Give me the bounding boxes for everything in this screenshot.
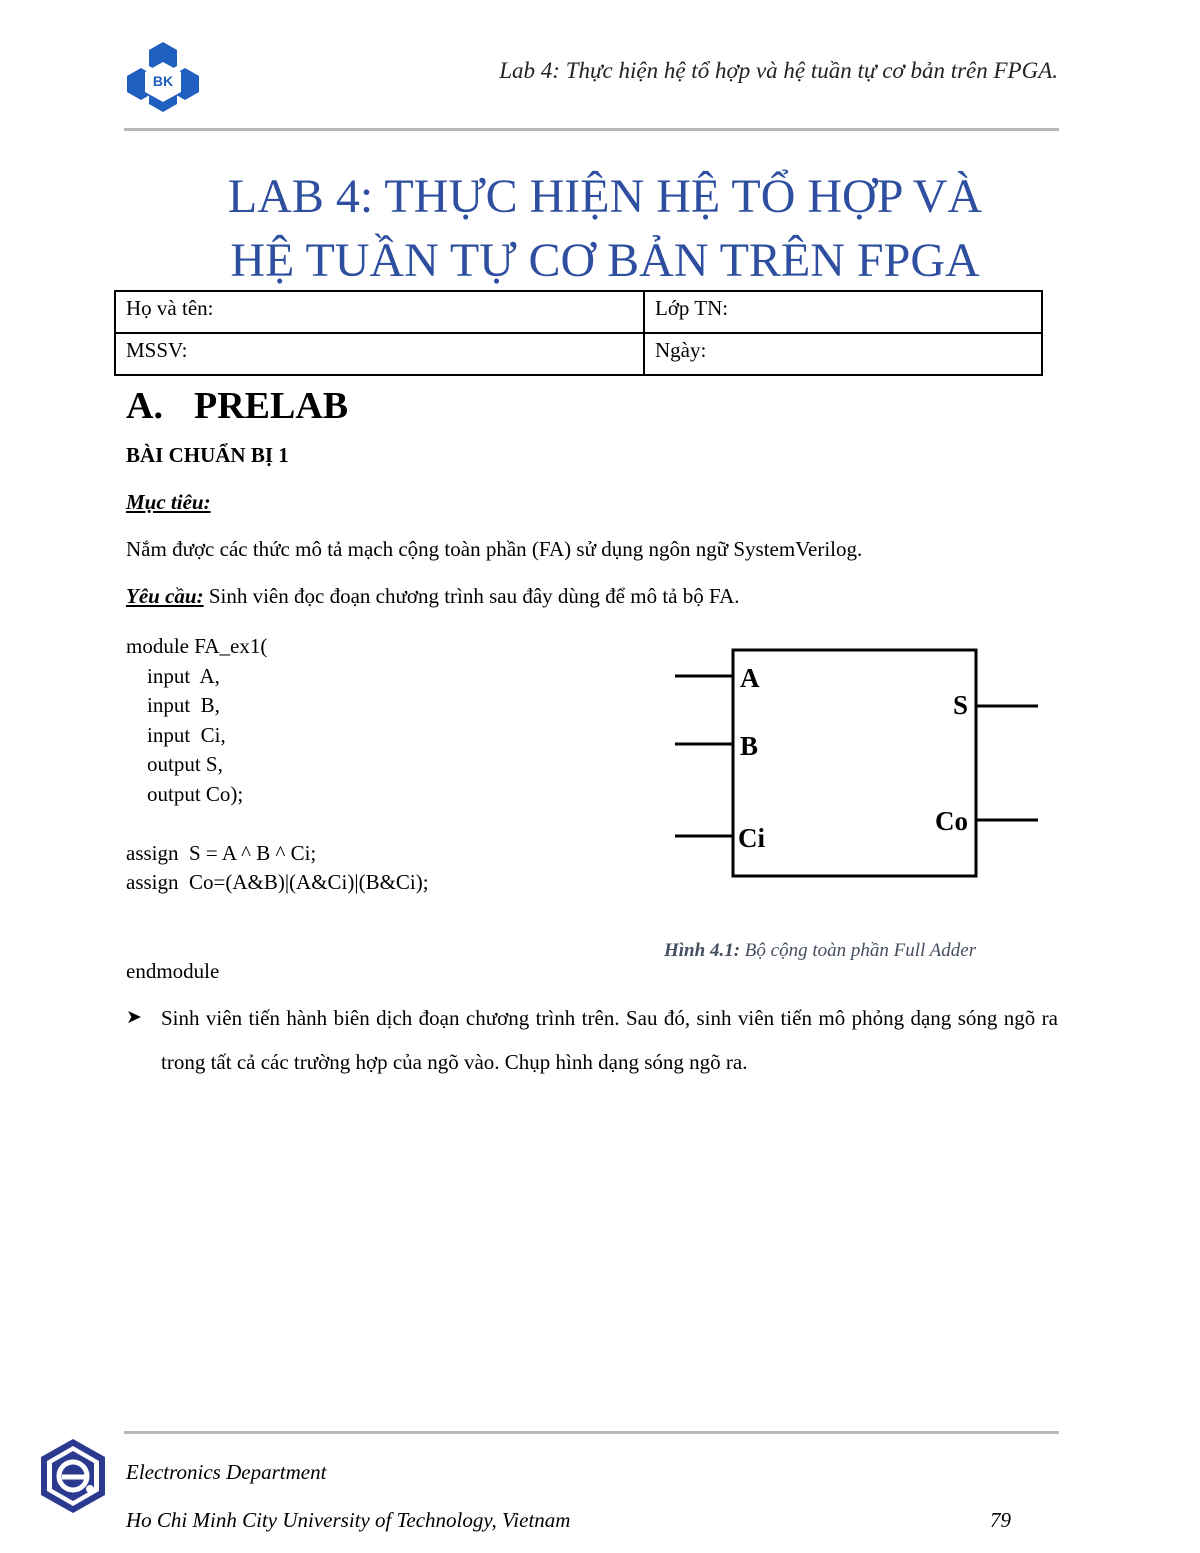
exercise-title: BÀI CHUẨN BỊ 1 <box>126 443 289 467</box>
requirement-label: Yêu cầu: <box>126 584 204 608</box>
requirement-line <box>126 584 740 609</box>
arrow-bullet-icon: ➤ <box>126 1007 142 1028</box>
objective-label: Mục tiêu: <box>126 490 211 514</box>
date-cell[interactable]: Ngày: <box>644 333 1042 375</box>
objective-text: Nắm được các thức mô tả mạch cộng toàn phần (FA) sử dụng ngôn ngữ SystemVerilog. <box>126 537 863 561</box>
bk-university-logo <box>125 40 201 114</box>
input-label-b: B <box>740 731 759 761</box>
figure-text: Bộ cộng toàn phần Full Adder <box>740 940 977 961</box>
input-label-a: A <box>740 663 760 693</box>
page-number: 79 <box>990 1508 1011 1532</box>
section-heading <box>126 384 348 428</box>
task-bullet <box>126 996 1058 1084</box>
running-header: Lab 4: Thực hiện hệ tổ hợp và hệ tuần tự cơ bản trên FPGA. <box>499 58 1058 83</box>
class-cell[interactable]: Lớp TN: <box>644 291 1042 333</box>
task-text: Sinh viên tiến hành biên dịch đoạn chương trình trên. Sau đó, sinh viên tiến mô phỏng dạng sóng ngõ ra trong tất cả các trường hợp của ngõ vào. Chụp hình dạng sóng ngõ ra. <box>161 1006 1058 1074</box>
footer-divider <box>124 1431 1059 1434</box>
input-label-ci: Ci <box>738 823 765 853</box>
footer-department: Electronics Department <box>126 1460 327 1484</box>
adder-block <box>733 650 976 876</box>
figure-caption <box>664 940 976 962</box>
section-letter: A. <box>126 385 163 427</box>
figure-label: Hình 4.1: <box>664 940 741 961</box>
verilog-code-block: module FA_ex1( input A, input B, input Ci, output S, output Co); assign S = A ^ B ^ Ci; assign Co=(A&B)|(A&Ci)|(B&Ci); endmodule <box>126 634 429 983</box>
logo-text: BK <box>152 73 174 89</box>
title-line-1: LAB 4: THỰC HIỆN HỆ TỔ HỢP VÀ <box>227 170 983 223</box>
name-cell[interactable]: Họ và tên: <box>115 291 644 333</box>
section-title: PRELAB <box>194 385 349 427</box>
title-line-2: HỆ TUẦN TỰ CƠ BẢN TRÊN FPGA <box>230 234 980 287</box>
page-title <box>100 165 1110 293</box>
student-id-cell[interactable]: MSSV: <box>115 333 644 375</box>
footer-university: Ho Chi Minh City University of Technology, Vietnam <box>126 1508 571 1532</box>
output-label-s: S <box>952 690 968 720</box>
electronics-department-logo <box>38 1437 108 1515</box>
student-info-table <box>114 290 1043 376</box>
requirement-text: Sinh viên đọc đoạn chương trình sau đây dùng để mô tả bộ FA. <box>203 584 740 608</box>
header-divider <box>124 128 1059 131</box>
output-label-co: Co <box>935 806 968 836</box>
full-adder-diagram <box>670 640 1070 890</box>
